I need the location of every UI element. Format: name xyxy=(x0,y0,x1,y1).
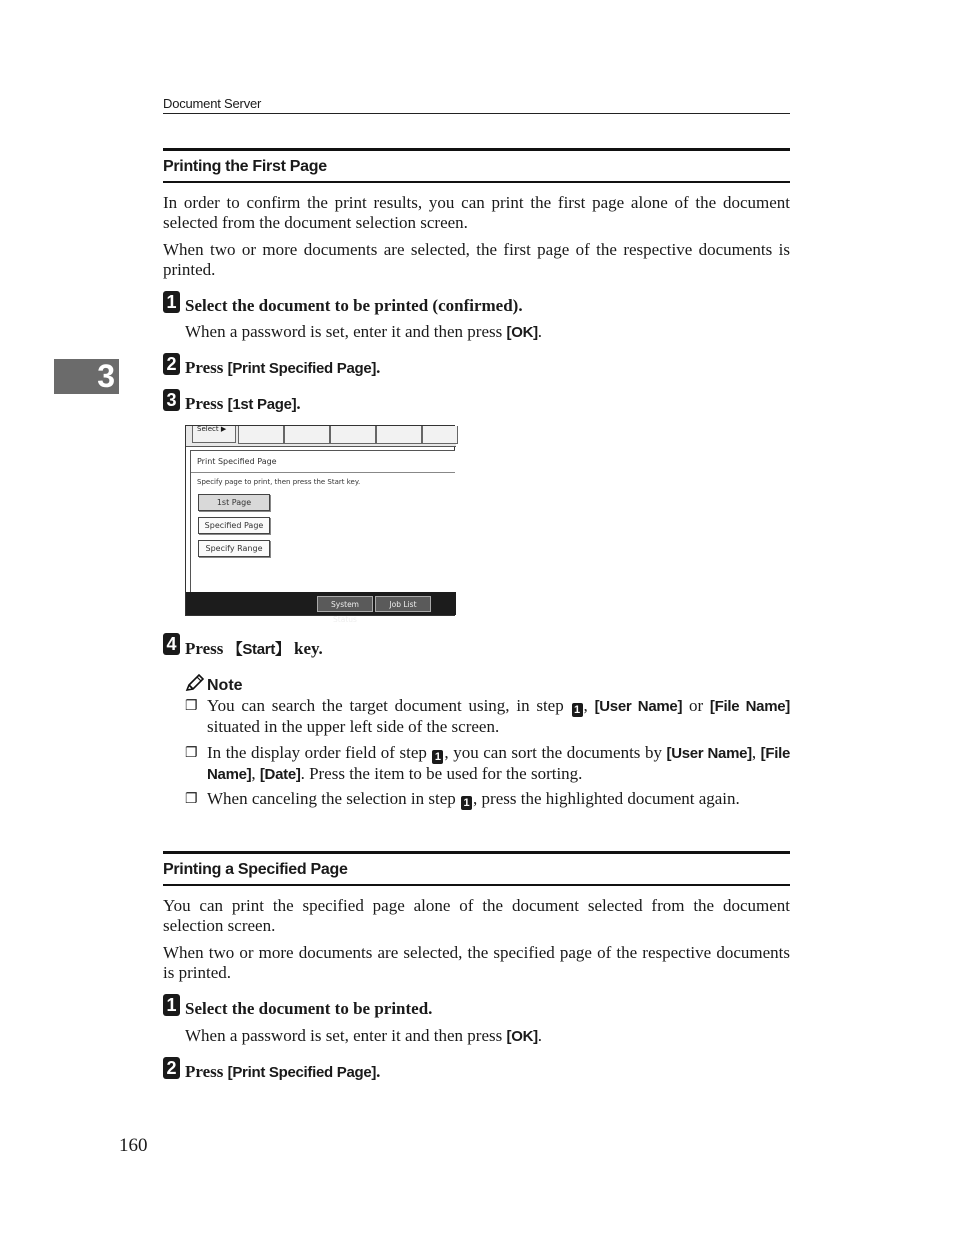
step-1-marker: 1 xyxy=(163,994,180,1016)
section-title-first-page: Printing the First Page xyxy=(163,148,790,183)
chapter-tab xyxy=(54,359,119,394)
control-panel-screenshot xyxy=(185,425,455,624)
screen-tab[interactable] xyxy=(422,426,458,444)
print-specified-page-ref: [Print Specified Page] xyxy=(227,1064,377,1081)
start-key-ref: 【Start】 xyxy=(227,641,290,658)
step-1-text: Select the document to be printed (confirmed). xyxy=(185,296,523,315)
section-title-specified-page: Printing a Specified Page xyxy=(163,851,790,886)
step-4-text: Press 【Start】 key. xyxy=(185,639,323,658)
section1-paragraph-1: In order to confirm the print results, you can print the first page alone of the document selected from the document selection screen. xyxy=(163,193,790,232)
specified-page-button[interactable]: Specified Page xyxy=(198,517,270,534)
first-page-ref: [1st Page] xyxy=(227,396,297,413)
screen-tab-select[interactable]: Select ▶ xyxy=(192,426,236,443)
chapter-number: 3 xyxy=(97,358,115,394)
step-1-subtext: When a password is set, enter it and then press [OK]. xyxy=(185,1026,543,1045)
section1-paragraph-2: When two or more documents are selected, the first page of the respective documents is printed. xyxy=(163,240,790,279)
screen-divider xyxy=(191,472,455,473)
checkbox-icon: ❐ xyxy=(185,746,198,761)
job-list-button[interactable]: Job List xyxy=(375,596,431,612)
screen-tab[interactable] xyxy=(284,426,330,444)
screen-tab[interactable] xyxy=(238,426,284,444)
step-ref-icon: 1 xyxy=(432,750,443,764)
ok-key-ref: [OK] xyxy=(506,1028,538,1045)
step-1-marker: 1 xyxy=(163,291,180,313)
step-1-subtext: When a password is set, enter it and then press [OK]. xyxy=(185,322,543,341)
screen-footer xyxy=(186,592,456,624)
step-1-text: Select the document to be printed. xyxy=(185,999,433,1018)
step-2-text: Press [Print Specified Page]. xyxy=(185,358,381,377)
screen-tab[interactable] xyxy=(376,426,422,444)
note-item-3 xyxy=(185,789,790,831)
checkbox-icon: ❐ xyxy=(185,699,198,714)
specify-range-button[interactable]: Specify Range xyxy=(198,540,270,557)
pencil-icon xyxy=(185,674,205,692)
screen-tab-bar xyxy=(186,426,456,447)
first-page-button[interactable]: 1st Page xyxy=(198,494,270,511)
system-status-button[interactable]: System Status xyxy=(317,596,373,612)
print-specified-page-ref: [Print Specified Page] xyxy=(227,360,377,377)
step-2-text: Press [Print Specified Page]. xyxy=(185,1062,381,1081)
running-head: Document Server xyxy=(163,96,790,114)
step-ref-icon: 1 xyxy=(572,703,583,717)
note-item-1 xyxy=(185,696,790,738)
section2-paragraph-2: When two or more documents are selected, the specified page of the respective documents is printed. xyxy=(163,943,790,982)
note-item-3-text: When canceling the selection in step 1 , press the highlighted document again. xyxy=(207,789,740,809)
step-3-marker: 3 xyxy=(163,389,180,411)
ok-key-ref: [OK] xyxy=(506,324,538,341)
checkbox-icon: ❐ xyxy=(185,792,198,807)
print-specified-page-panel xyxy=(190,450,455,596)
step-2-marker: 2 xyxy=(163,1057,180,1079)
note-heading: Note xyxy=(185,674,243,695)
step-2-marker: 2 xyxy=(163,353,180,375)
step-3-text: Press [1st Page]. xyxy=(185,394,301,413)
section2-paragraph-1: You can print the specified page alone of the document selected from the document selection screen. xyxy=(163,896,790,935)
screen-panel-title: Print Specified Page xyxy=(197,457,277,466)
step-4-marker: 4 xyxy=(163,633,180,655)
note-item-1-text: You can search the target document using, in step 1 , [User Name] or [File Name] situated in the upper left side of the screen. xyxy=(207,696,790,736)
screen-instruction: Specify page to print, then press the Start key. xyxy=(197,478,361,486)
screen-tab[interactable] xyxy=(330,426,376,444)
note-item-2-text: In the display order field of step 1 , you can sort the documents by [User Name], [File Name], [Date]. Press the item to be used for the sorting. xyxy=(207,743,791,783)
step-ref-icon: 1 xyxy=(461,796,472,810)
note-item-2 xyxy=(185,743,790,785)
page-number: 160 xyxy=(119,1135,148,1156)
